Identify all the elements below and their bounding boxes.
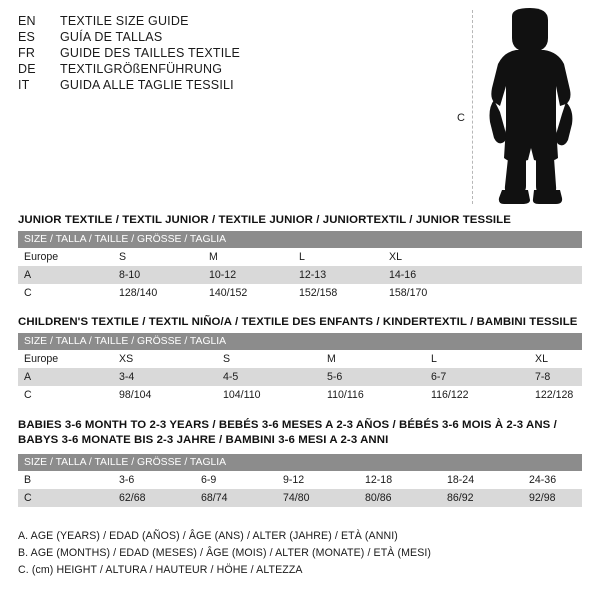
cell: 80/86 [359, 489, 441, 507]
cell: 24-36 [523, 471, 582, 489]
table-row [18, 266, 582, 284]
cell: 12-13 [293, 266, 383, 284]
cell: XS [113, 350, 217, 368]
section-title: CHILDREN'S TEXTILE / TEXTIL NIÑO/A / TEXTILE DES ENFANTS / KINDERTEXTIL / BAMBINI TESSILE [18, 316, 578, 328]
size-table-babies [18, 454, 582, 507]
toddler-silhouette-icon [482, 8, 592, 204]
table-row [18, 368, 582, 386]
table-row [18, 386, 582, 404]
row-label: C [18, 386, 113, 404]
table-row [18, 248, 582, 266]
size-table-junior [18, 231, 582, 302]
measure-label-c: C [457, 112, 465, 124]
cell: 128/140 [113, 284, 203, 302]
language-code: FR [18, 46, 36, 60]
table-header-label: SIZE / TALLA / TAILLE / GRÖSSE / TAGLIA [18, 454, 582, 471]
height-guide-line [472, 10, 473, 204]
row-label: C [18, 489, 113, 507]
cell: 7-8 [529, 368, 582, 386]
section-childrens-textile [18, 316, 582, 404]
cell: 6-9 [195, 471, 277, 489]
language-row [18, 62, 438, 76]
cell-empty [473, 266, 582, 284]
cell: 12-18 [359, 471, 441, 489]
row-label: A [18, 266, 113, 284]
language-row [18, 78, 438, 92]
cell: L [425, 350, 529, 368]
cell: 104/110 [217, 386, 321, 404]
table-header-row [18, 454, 582, 471]
cell: 68/74 [195, 489, 277, 507]
cell: 122/128 [529, 386, 582, 404]
cell: M [321, 350, 425, 368]
cell: 14-16 [383, 266, 473, 284]
language-title: TEXTILE SIZE GUIDE [60, 14, 189, 28]
footnote-a: A. AGE (YEARS) / EDAD (AÑOS) / ÂGE (ANS) / ALTER (JAHRE) / ETÀ (ANNI) [18, 530, 398, 542]
language-row [18, 46, 438, 60]
table-row [18, 350, 582, 368]
table-row [18, 489, 582, 507]
language-row [18, 30, 438, 44]
cell-empty [473, 284, 582, 302]
row-label: Europe [18, 248, 113, 266]
size-table-children [18, 333, 582, 404]
language-code: EN [18, 14, 36, 28]
cell: L [293, 248, 383, 266]
table-row [18, 284, 582, 302]
language-code: ES [18, 30, 36, 44]
row-label: B [18, 471, 113, 489]
cell: 92/98 [523, 489, 582, 507]
cell: 8-10 [113, 266, 203, 284]
row-label: C [18, 284, 113, 302]
cell: 6-7 [425, 368, 529, 386]
cell: 98/104 [113, 386, 217, 404]
cell: 62/68 [113, 489, 195, 507]
cell: 5-6 [321, 368, 425, 386]
cell: 110/116 [321, 386, 425, 404]
table-row [18, 471, 582, 489]
table-header-label: SIZE / TALLA / TAILLE / GRÖSSE / TAGLIA [18, 333, 582, 350]
cell: XL [383, 248, 473, 266]
language-title: GUIDE DES TAILLES TEXTILE [60, 46, 241, 60]
language-title: TEXTILGRÖßENFÜHRUNG [60, 62, 223, 76]
cell: S [113, 248, 203, 266]
cell: 4-5 [217, 368, 321, 386]
cell: 18-24 [441, 471, 523, 489]
measurement-figure [452, 8, 592, 208]
cell: XL [529, 350, 582, 368]
footnote-c: C. (cm) HEIGHT / ALTURA / HAUTEUR / HÖHE / ALTEZZA [18, 564, 303, 576]
language-title-block [18, 14, 438, 94]
cell: S [217, 350, 321, 368]
language-code: IT [18, 78, 30, 92]
section-title: BABIES 3-6 MONTH TO 2-3 YEARS / BEBÉS 3-6 MESES A 2-3 AÑOS / BÉBÉS 3-6 MOIS À 2-3 ANS / BABYS 3-6 MONATE BIS 2-3 JAHRE / BAMBINI 3-6 MESI A 2-3 ANNI [18, 419, 557, 447]
language-title: GUIDA ALLE TAGLIE TESSILI [60, 78, 234, 92]
cell: 140/152 [203, 284, 293, 302]
language-code: DE [18, 62, 36, 76]
cell: 10-12 [203, 266, 293, 284]
table-header-row [18, 231, 582, 248]
section-title: JUNIOR TEXTILE / TEXTIL JUNIOR / TEXTILE JUNIOR / JUNIORTEXTIL / JUNIOR TESSILE [18, 214, 511, 226]
cell: 116/122 [425, 386, 529, 404]
cell: 152/158 [293, 284, 383, 302]
cell: 158/170 [383, 284, 473, 302]
table-header-row [18, 333, 582, 350]
cell: 3-4 [113, 368, 217, 386]
footnotes [18, 530, 578, 581]
table-header-label: SIZE / TALLA / TAILLE / GRÖSSE / TAGLIA [18, 231, 582, 248]
section-junior-textile [18, 214, 582, 302]
cell: 86/92 [441, 489, 523, 507]
cell: 74/80 [277, 489, 359, 507]
section-babies-textile [18, 418, 582, 507]
cell: 3-6 [113, 471, 195, 489]
cell-empty [473, 248, 582, 266]
row-label: A [18, 368, 113, 386]
language-title: GUÍA DE TALLAS [60, 30, 163, 44]
row-label: Europe [18, 350, 113, 368]
footnote-b: B. AGE (MONTHS) / EDAD (MESES) / ÂGE (MOIS) / ALTER (MONATE) / ETÀ (MESI) [18, 547, 432, 559]
language-row [18, 14, 438, 28]
cell: M [203, 248, 293, 266]
cell: 9-12 [277, 471, 359, 489]
